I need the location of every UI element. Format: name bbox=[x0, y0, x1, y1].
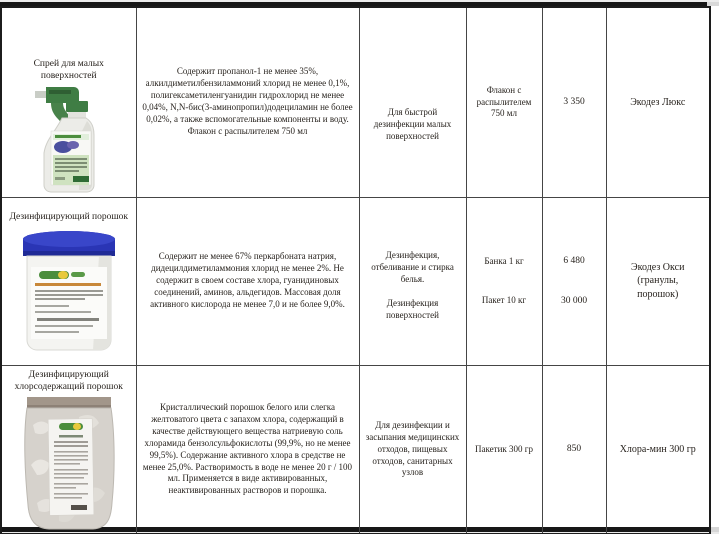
product-purpose: Дезинфекция поверхностей bbox=[386, 298, 439, 321]
product-packaging-cell bbox=[466, 365, 542, 534]
product-name: Дезинфицирующий хлорсодержащий порошок bbox=[14, 369, 123, 393]
product-purpose: Для дезинфекции и засыпания медицинских отходов, пищевых отходов, санитарных узлов bbox=[365, 419, 460, 478]
brand-name: Экодез Окси (гранулы, порошок) bbox=[631, 261, 685, 300]
spray-bottle-image bbox=[7, 85, 131, 195]
product-name-cell bbox=[1, 7, 136, 197]
product-description-cell bbox=[136, 7, 359, 197]
product-description-cell bbox=[136, 365, 359, 534]
packaging-option: Банка 1 кг bbox=[484, 256, 524, 266]
table-row-jar bbox=[1, 197, 710, 365]
product-price-cell bbox=[542, 7, 606, 197]
product-brand-cell bbox=[606, 365, 710, 534]
product-purpose-cell bbox=[359, 197, 466, 365]
product-price-cell bbox=[542, 365, 606, 534]
product-table bbox=[0, 6, 711, 534]
product-name: Спрей для малых поверхностей bbox=[33, 59, 104, 82]
table-row-bag bbox=[1, 365, 710, 534]
product-brand-cell bbox=[606, 197, 710, 365]
product-packaging-cell bbox=[466, 197, 542, 365]
powder-bag-image bbox=[7, 395, 131, 531]
product-description: Содержит пропанол-1 не менее 35%, алкилдиметилбензиламмоний хлорид не менее 0,1%, полигексаметиленгуанидин гидрохлорид не менее 0,04%, N,N-бис(3-аминопропил)додециламин не более 0,02%, а также вспомогательные компоненты и воду. Флакон с распылителем 750 мл bbox=[142, 66, 353, 137]
product-purpose: Дезинфекция, отбеливание и стирка белья. bbox=[371, 250, 454, 285]
powder-bag-icon bbox=[19, 395, 119, 531]
product-description-cell bbox=[136, 197, 359, 365]
product-purpose-cell bbox=[359, 7, 466, 197]
price-value: 3 350 bbox=[563, 97, 585, 108]
brand-name: Экодез Люкс bbox=[630, 96, 686, 108]
product-brand-cell bbox=[606, 7, 710, 197]
powder-jar-image bbox=[7, 225, 131, 353]
packaging-option: Флакон с распылителем 750 мл bbox=[476, 84, 532, 119]
product-description: Кристаллический порошок белого или слегка желтоватого цвета с запахом хлора, содержащий в качестве действующего вещества натриевую соль хлорамида бензолсульфокислоты (99,9%, но не менее 99,5%). Содержание активного хлора в средстве не менее 25,0%. Растворимость в воде не менее 20 г / 100 мл. Применяется в виде активированных, неактивированных растворов и порошка. bbox=[142, 401, 353, 496]
product-purpose-cell bbox=[359, 365, 466, 534]
product-name: Дезинфицирующий порошок bbox=[9, 212, 129, 223]
price-value: 6 480 bbox=[563, 256, 585, 267]
packaging-option: Пакет 10 кг bbox=[481, 294, 527, 305]
table-row-spray bbox=[1, 7, 710, 197]
product-description: Содержит не менее 67% перкарбоната натрия, дидецилдиметиламмония хлорид не менее 2%. Не содержит в своем составе хлора, гуанидиновых соединений, аминов, альдегидов. Массовая доля активного кислорода не менее 7,0 и не более 9,0%. bbox=[150, 251, 345, 310]
price-value: 850 bbox=[566, 444, 582, 455]
product-name-cell bbox=[1, 365, 136, 534]
spray-bottle-icon bbox=[29, 85, 109, 195]
powder-jar-icon bbox=[15, 225, 123, 353]
packaging-option: Пакетик 300 гр bbox=[475, 443, 533, 454]
product-price-cell bbox=[542, 197, 606, 365]
product-purpose: Для быстрой дезинфекции малых поверхностей bbox=[373, 107, 452, 142]
product-packaging-cell bbox=[466, 7, 542, 197]
product-name-cell bbox=[1, 197, 136, 365]
brand-name: Хлора-мин 300 гр bbox=[619, 443, 696, 455]
price-value: 30 000 bbox=[560, 295, 588, 306]
